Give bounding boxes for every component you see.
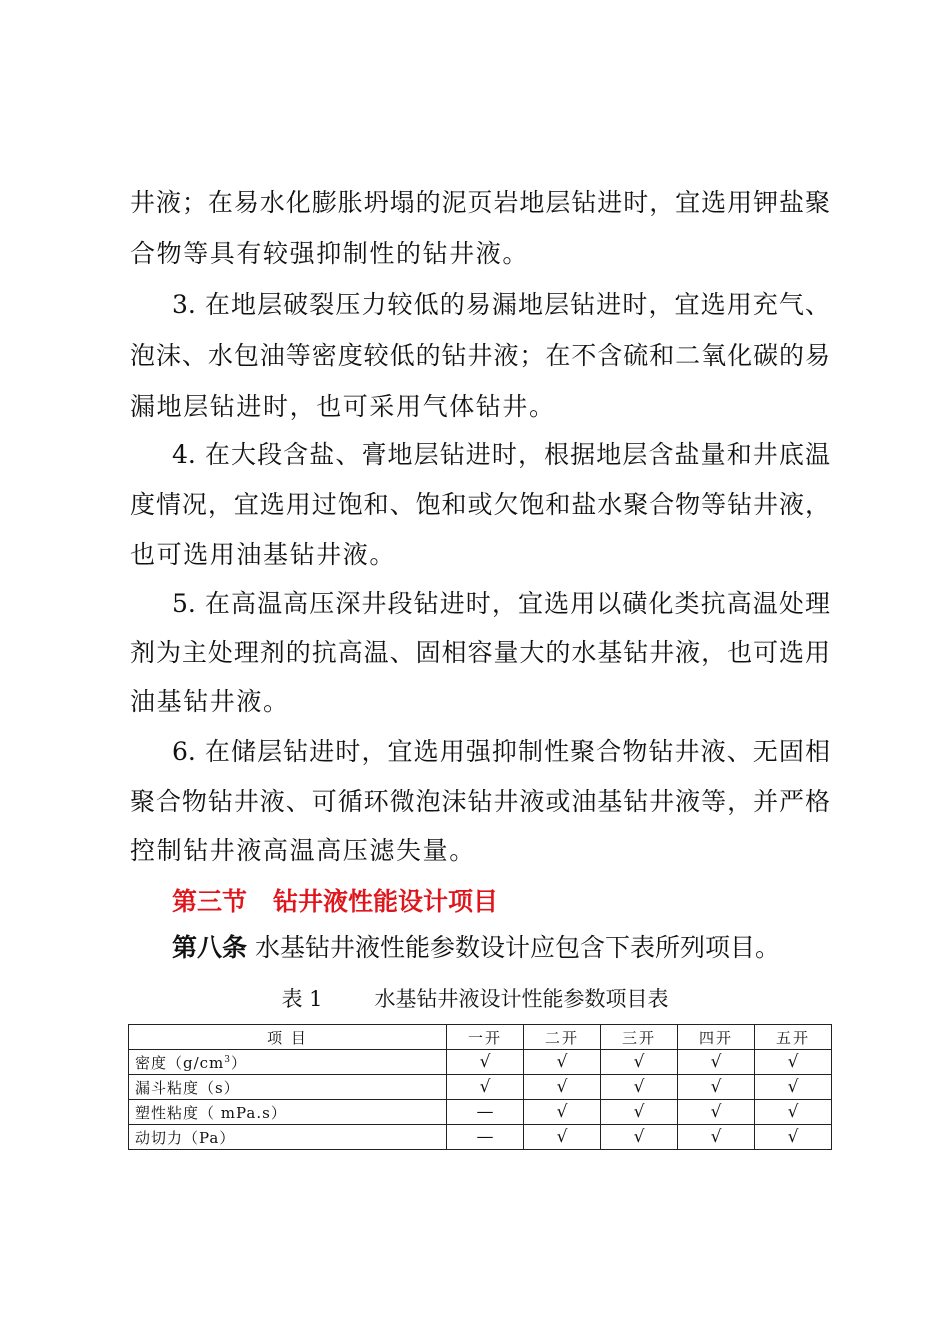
check-mark: √ [601, 1125, 678, 1150]
table-row [129, 1050, 832, 1075]
table-caption [0, 985, 950, 1013]
check-mark: √ [755, 1050, 832, 1075]
paragraph-line: 井液；在易水化膨胀坍塌的泥页岩地层钻进时，宜选用钾盐聚 [130, 188, 830, 217]
check-mark: √ [447, 1075, 524, 1100]
check-mark: √ [678, 1075, 755, 1100]
paragraph-line: 3. 在地层破裂压力较低的易漏地层钻进时，宜选用充气、 [172, 290, 830, 319]
dash-mark: — [447, 1125, 524, 1150]
check-mark: √ [524, 1075, 601, 1100]
article-label: 第八条 [172, 933, 248, 962]
article-paragraph [172, 932, 780, 964]
check-mark: √ [755, 1075, 832, 1100]
paragraph-line: 度情况，宜选用过饱和、饱和或欠饱和盐水聚合物等钻井液， [130, 490, 830, 519]
check-mark: √ [601, 1100, 678, 1125]
section-title: 钻井液性能设计项目 [273, 887, 499, 916]
paragraph-line: 剂为主处理剂的抗高温、固相容量大的水基钻井液，也可选用 [130, 638, 830, 667]
paragraph-line: 4. 在大段含盐、膏地层钻进时，根据地层含盐量和井底温 [172, 440, 830, 469]
row-item-plastic-viscosity: 塑性粘度（ mPa.s） [129, 1100, 447, 1125]
section-heading [172, 886, 498, 918]
parameter-table [128, 1024, 832, 1150]
check-mark: √ [601, 1075, 678, 1100]
table-row [129, 1075, 832, 1100]
article-text: 水基钻井液性能参数设计应包含下表所列项目。 [254, 933, 780, 962]
paragraph-line: 漏地层钻进时，也可采用气体钻井。 [130, 392, 556, 421]
paragraph-line: 控制钻井液高温高压滤失量。 [130, 836, 476, 865]
check-mark: √ [524, 1050, 601, 1075]
row-item-yield-point: 动切力（Pa） [129, 1125, 447, 1150]
check-mark: √ [678, 1100, 755, 1125]
paragraph-line: 聚合物钻井液、可循环微泡沫钻井液或油基钻井液等，并严格 [130, 787, 830, 816]
header-stage-1: 一开 [447, 1025, 524, 1050]
header-stage-2: 二开 [524, 1025, 601, 1050]
paragraph-line: 合物等具有较强抑制性的钻井液。 [130, 239, 530, 268]
row-item-funnel-viscosity: 漏斗粘度（s） [129, 1075, 447, 1100]
check-mark: √ [678, 1125, 755, 1150]
check-mark: √ [755, 1125, 832, 1150]
table-row [129, 1125, 832, 1150]
table-number: 表 1 [281, 987, 323, 1011]
paragraph-line: 泡沫、水包油等密度较低的钻井液；在不含硫和二氧化碳的易 [130, 341, 830, 370]
header-stage-4: 四开 [678, 1025, 755, 1050]
paragraph-line: 5. 在高温高压深井段钻进时，宜选用以磺化类抗高温处理 [172, 589, 830, 618]
header-item: 项 目 [129, 1025, 447, 1050]
check-mark: √ [601, 1050, 678, 1075]
dash-mark: — [447, 1100, 524, 1125]
check-mark: √ [524, 1125, 601, 1150]
check-mark: √ [447, 1050, 524, 1075]
paragraph-line: 油基钻井液。 [130, 687, 290, 716]
check-mark: √ [678, 1050, 755, 1075]
paragraph-line: 也可选用油基钻井液。 [130, 540, 397, 569]
header-stage-3: 三开 [601, 1025, 678, 1050]
table-header-row [129, 1025, 832, 1050]
section-number: 第三节 [172, 887, 248, 916]
paragraph-line: 6. 在储层钻进时，宜选用强抑制性聚合物钻井液、无固相 [172, 737, 830, 766]
header-stage-5: 五开 [755, 1025, 832, 1050]
check-mark: √ [755, 1100, 832, 1125]
check-mark: √ [524, 1100, 601, 1125]
table-row [129, 1100, 832, 1125]
table-title: 水基钻井液设计性能参数项目表 [374, 987, 669, 1011]
row-item-density: 密度$(g/cm^3)$ [129, 1050, 447, 1075]
